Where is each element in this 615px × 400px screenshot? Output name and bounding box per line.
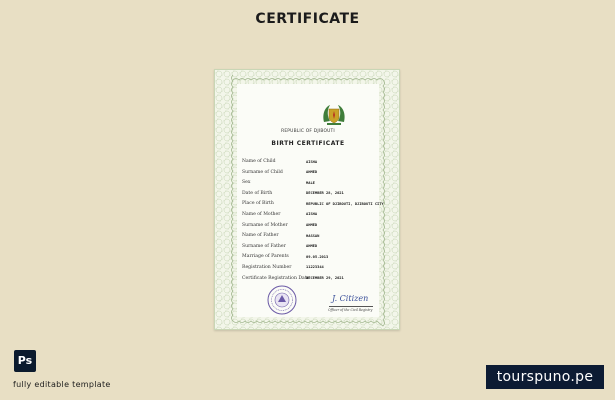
- certificate-field-row: [242, 265, 382, 276]
- certificate-fields: [242, 159, 382, 286]
- editable-template-tagline: fully editable template: [13, 380, 111, 389]
- signature-line: [329, 306, 373, 307]
- field-label: Name of Father: [242, 233, 279, 239]
- field-label: Surname of Mother: [242, 222, 288, 228]
- field-value: AHMED: [306, 223, 318, 228]
- page-heading: CERTIFICATE: [255, 11, 360, 27]
- field-value: 09.05.2013: [306, 254, 329, 259]
- certificate-field-row: [242, 244, 382, 255]
- certificate-field-row: [242, 212, 382, 223]
- field-value: DECEMBER 28, 2021: [306, 191, 344, 196]
- field-label: Date of Birth: [242, 190, 273, 196]
- photoshop-icon: Ps: [14, 350, 36, 372]
- field-value: AISHA: [306, 159, 318, 164]
- certificate-field-row: [242, 254, 382, 265]
- certificate-field-row: [242, 223, 382, 234]
- certificate-field-row: [242, 180, 382, 191]
- field-label: Certificate Registration Date: [242, 275, 310, 281]
- field-value: HASSAN: [306, 233, 320, 238]
- field-value: AISHA: [306, 212, 318, 217]
- birth-certificate-document: [214, 69, 400, 330]
- field-label: Place of Birth: [242, 201, 274, 207]
- field-label: Marriage of Parents: [242, 254, 289, 260]
- field-label: Name of Child: [242, 159, 276, 164]
- certificate-field-row: [242, 276, 382, 287]
- field-label: Surname of Father: [242, 243, 286, 249]
- brand-watermark: tourspuno.pe: [486, 365, 604, 389]
- certificate-inner-panel: [237, 84, 384, 317]
- signature-caption: Officer of the Civil Registry: [328, 308, 373, 312]
- national-emblem-icon: [321, 102, 347, 128]
- field-label: Name of Mother: [242, 211, 281, 217]
- field-label: Sex: [242, 180, 251, 186]
- certificate-field-row: [242, 233, 382, 244]
- signature: J. Citizen: [332, 294, 369, 303]
- field-label: Registration Number: [242, 264, 292, 270]
- certificate-field-row: [242, 159, 382, 170]
- certificate-field-row: [242, 170, 382, 181]
- field-value: REPUBLIC OF DJIBOUTI, DJIBOUTI CITY: [306, 201, 384, 206]
- field-value: AHMED: [306, 170, 318, 175]
- field-label: Surname of Child: [242, 169, 283, 175]
- official-stamp-icon: [267, 285, 297, 315]
- field-value: AHMED: [306, 244, 318, 249]
- certificate-title: BIRTH CERTIFICATE: [271, 140, 345, 147]
- field-value: 11223344: [306, 265, 324, 270]
- certificate-field-row: [242, 191, 382, 202]
- field-value: MALE: [306, 180, 315, 185]
- certificate-field-row: [242, 201, 382, 212]
- field-value: DECEMBER 29, 2021: [306, 276, 344, 281]
- republic-label: REPUBLIC OF DJIBOUTI: [281, 129, 335, 134]
